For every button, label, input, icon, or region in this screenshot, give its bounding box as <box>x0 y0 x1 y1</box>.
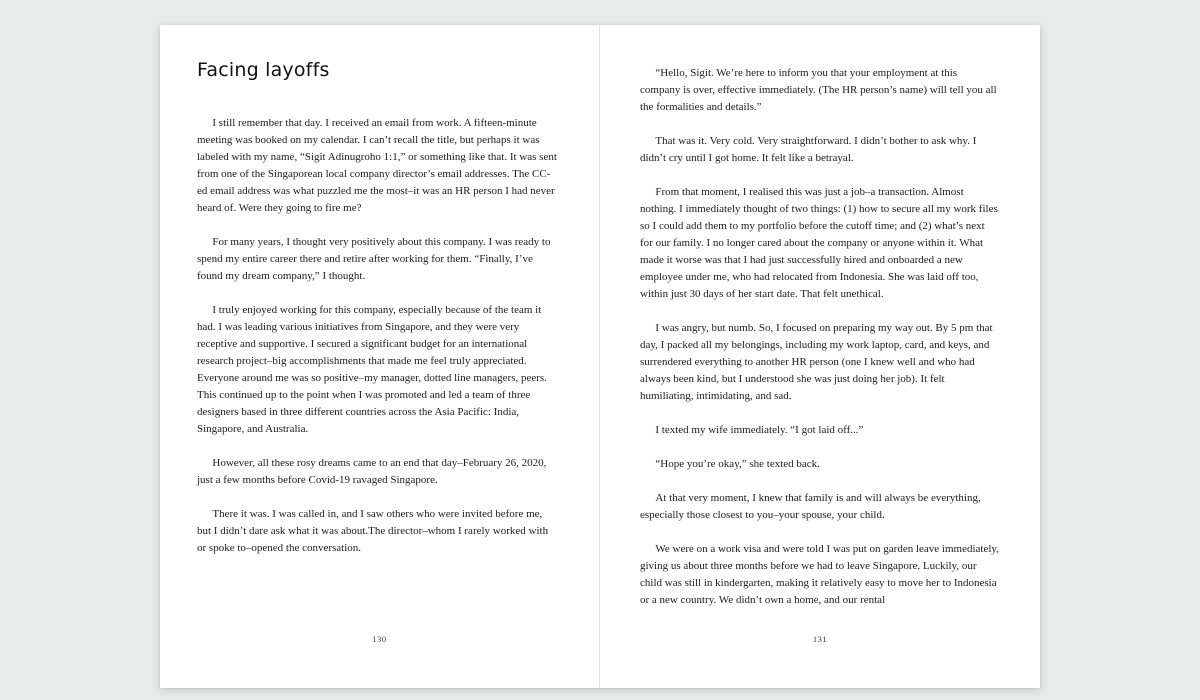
paragraph: I texted my wife immediately. “I got laid off...” <box>655 424 864 436</box>
paragraph: I truly enjoyed working for this company, especially because of the team it had. I was leading various initiatives from Singapore, and they were very receptive and supportive. I secured a significant budget for an international research project–big accomplishments that made me feel truly appreciated. Everyone around me was so positive–my manager, dotted line managers, peers. This continued up to the point when I was promoted and led a team of three designers based in three different countries across the Asia Pacific: India, Singapore, and Australia. <box>197 304 547 435</box>
paragraph: There it was. I was called in, and I saw others who were invited before me, but I didn’t dare ask what it was about.The director–whom I rarely worked with or spoke to–opened the conversation. <box>197 508 549 554</box>
paragraph: I still remember that day. I received an email from work. A fifteen-minute meeting was booked on my calendar. I can’t recall the title, but perhaps it was labeled with my name, “Sigit Adinugroho 1:1,” or something like that. It was sent from one of the Singaporean local company director’s email addresses. The CC-ed email address was what puzzled me the most–it was an HR person I had never heard of. Were they going to fire me? <box>197 117 557 214</box>
page-right <box>600 25 1040 688</box>
chapter-title: Facing layoffs <box>197 59 330 81</box>
paragraph: That was it. Very cold. Very straightforward. I didn’t bother to ask why. I didn’t cry until I got home. It felt like a betrayal. <box>640 135 977 164</box>
paragraph: I was angry, but numb. So, I focused on preparing my way out. By 5 pm that day, I packed all my belongings, including my work laptop, card, and keys, and surrendered everything to another HR person (one I knew well and who had always been kind, but I understood she was just doing her job). It felt humiliating, intimidating, and sad. <box>640 322 993 402</box>
paragraph: “Hope you’re okay,” she texted back. <box>655 458 820 470</box>
book-spread <box>160 25 1040 688</box>
page-right-body <box>640 25 1000 609</box>
paragraph: At that very moment, I knew that family is and will always be everything, especially those closest to you–your spouse, your child. <box>640 492 981 521</box>
paragraph: We were on a work visa and were told I was put on garden leave immediately, giving us about three months before we had to leave Singapore. Luckily, our child was still in kindergarten, making it relatively easy to move her to Indonesia or a new country. We didn’t own a home, and our rental <box>640 543 999 606</box>
paragraph: However, all these rosy dreams came to an end that day–February 26, 2020, just a few months before Covid-19 ravaged Singapore. <box>197 457 547 486</box>
page-left-body <box>197 115 559 557</box>
page-number-left: 130 <box>372 634 387 644</box>
paragraph: For many years, I thought very positively about this company. I was ready to spend my entire career there and retire after working for them. “Finally, I’ve found my dream company,” I thought. <box>197 236 551 282</box>
page-number-right: 131 <box>812 634 828 644</box>
paragraph: “Hello, Sigit. We’re here to inform you that your employment at this company is over, effective immediately. (The HR person’s name) will tell you all the formalities and details.” <box>640 67 997 113</box>
page-left <box>160 25 600 688</box>
paragraph: From that moment, I realised this was just a job–a transaction. Almost nothing. I immediately thought of two things: (1) how to secure all my work files so I could add them to my portfolio before the cutoff time; and (2) what’s next for our family. I no longer cared about the company or anyone within it. What made it worse was that I had just successfully hired and onboarded a new employee under me, who had relocated from Indonesia. She was laid off too, within just 30 days of her start date. That felt unethical. <box>640 186 998 300</box>
